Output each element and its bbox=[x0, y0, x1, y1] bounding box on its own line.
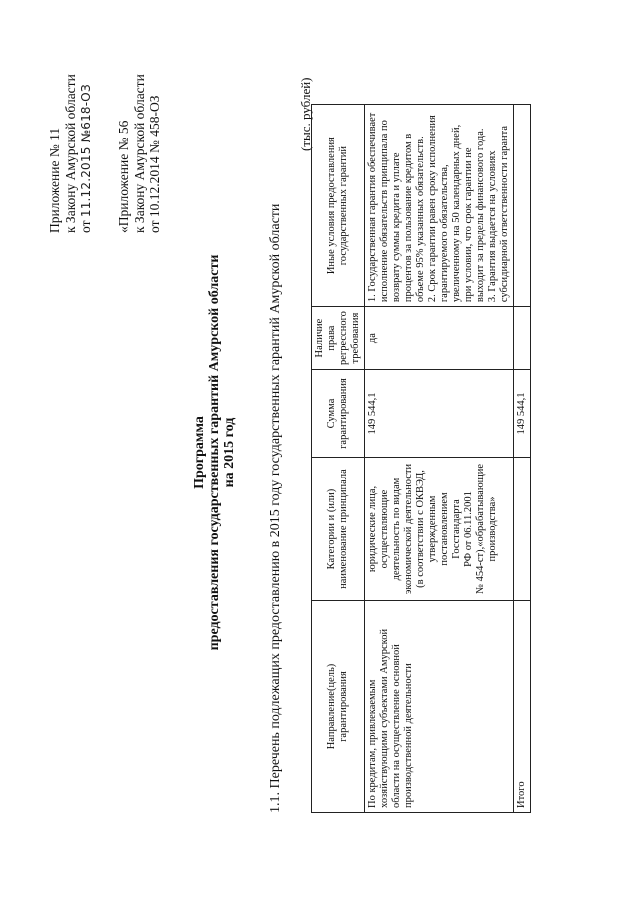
header-direction: Направление(цель) гарантирования bbox=[312, 601, 365, 813]
header-conditions: Иные условия предоставления государственных гарантий bbox=[312, 105, 365, 307]
appendix-handwritten-date: 11.12.2015 №618-ОЗ bbox=[79, 84, 93, 218]
appendix-number: Приложение № 11 bbox=[47, 127, 62, 233]
header-amount: Сумма гарантирования bbox=[312, 370, 365, 458]
program-title bbox=[192, 0, 237, 905]
program-title-line3: на 2015 год bbox=[222, 417, 237, 488]
program-title-line2: предоставления государственных гарантий Амурской области bbox=[207, 254, 222, 651]
header-regress: Наличие права регрессного требования bbox=[312, 307, 365, 370]
table-header-row bbox=[312, 105, 365, 813]
appendix-date-prefix: от bbox=[78, 217, 93, 233]
guarantees-table bbox=[311, 104, 531, 813]
cell-total-empty-regress bbox=[514, 307, 531, 370]
appendix-law-ref: к Закону Амурской области bbox=[62, 74, 78, 233]
cell-category: юридические лица, осуществляющие деятельность по видам экономической деятельности (в соответствии с ОКВЭД, утвержденным постановлением Госстандарта РФ от 06.11.2001 № 454-ст),«обрабатывающие производства» bbox=[365, 458, 514, 601]
table-total-row bbox=[514, 105, 531, 813]
original-appendix-block bbox=[116, 33, 163, 233]
appendix-date-line bbox=[78, 33, 95, 233]
cell-total-amount: 149 544,1 bbox=[514, 370, 531, 458]
appendix-block bbox=[47, 33, 95, 233]
cell-total-empty-conditions bbox=[514, 105, 531, 307]
original-appendix-date: от 10.12.2014 № 458-ОЗ bbox=[147, 95, 162, 233]
cell-conditions: 1. Государственная гарантия обеспечивает исполнение обязательств принципала по возврату суммы кредита и уплате процентов за пользование кредитом в объеме 95% указанных обязательств. 2. Срок гарантии равен сроку исполнения гарантируемого обязательства, увеличенному на 50 календарных дней, при условии, что срок гарантии не выходит за пределы финансового года. 3. Гарантия выдается на условиях субсидиарной ответственности гаранта bbox=[365, 105, 514, 307]
cell-total-label: Итого bbox=[514, 601, 531, 813]
original-appendix-number: «Приложение № 56 bbox=[116, 120, 131, 233]
original-appendix-law-ref: к Закону Амурской области bbox=[131, 74, 147, 233]
header-category: Категории и (или) наименование принципала bbox=[312, 458, 365, 601]
cell-total-empty-category bbox=[514, 458, 531, 601]
cell-regress: да bbox=[365, 307, 514, 370]
units-label: (тыс. рублей) bbox=[298, 77, 313, 151]
cell-amount: 149 544,1 bbox=[365, 370, 514, 458]
section-heading: 1.1. Перечень подлежащих предоставлению в 2015 году государственных гарантий Амурской области bbox=[268, 203, 283, 813]
cell-direction: По кредитам, привлекаемым хозяйствующими субъектами Амурской области на осуществление основной производственной деятельности bbox=[365, 601, 514, 813]
program-title-line1: Программа bbox=[192, 416, 207, 489]
table-row bbox=[365, 105, 514, 813]
